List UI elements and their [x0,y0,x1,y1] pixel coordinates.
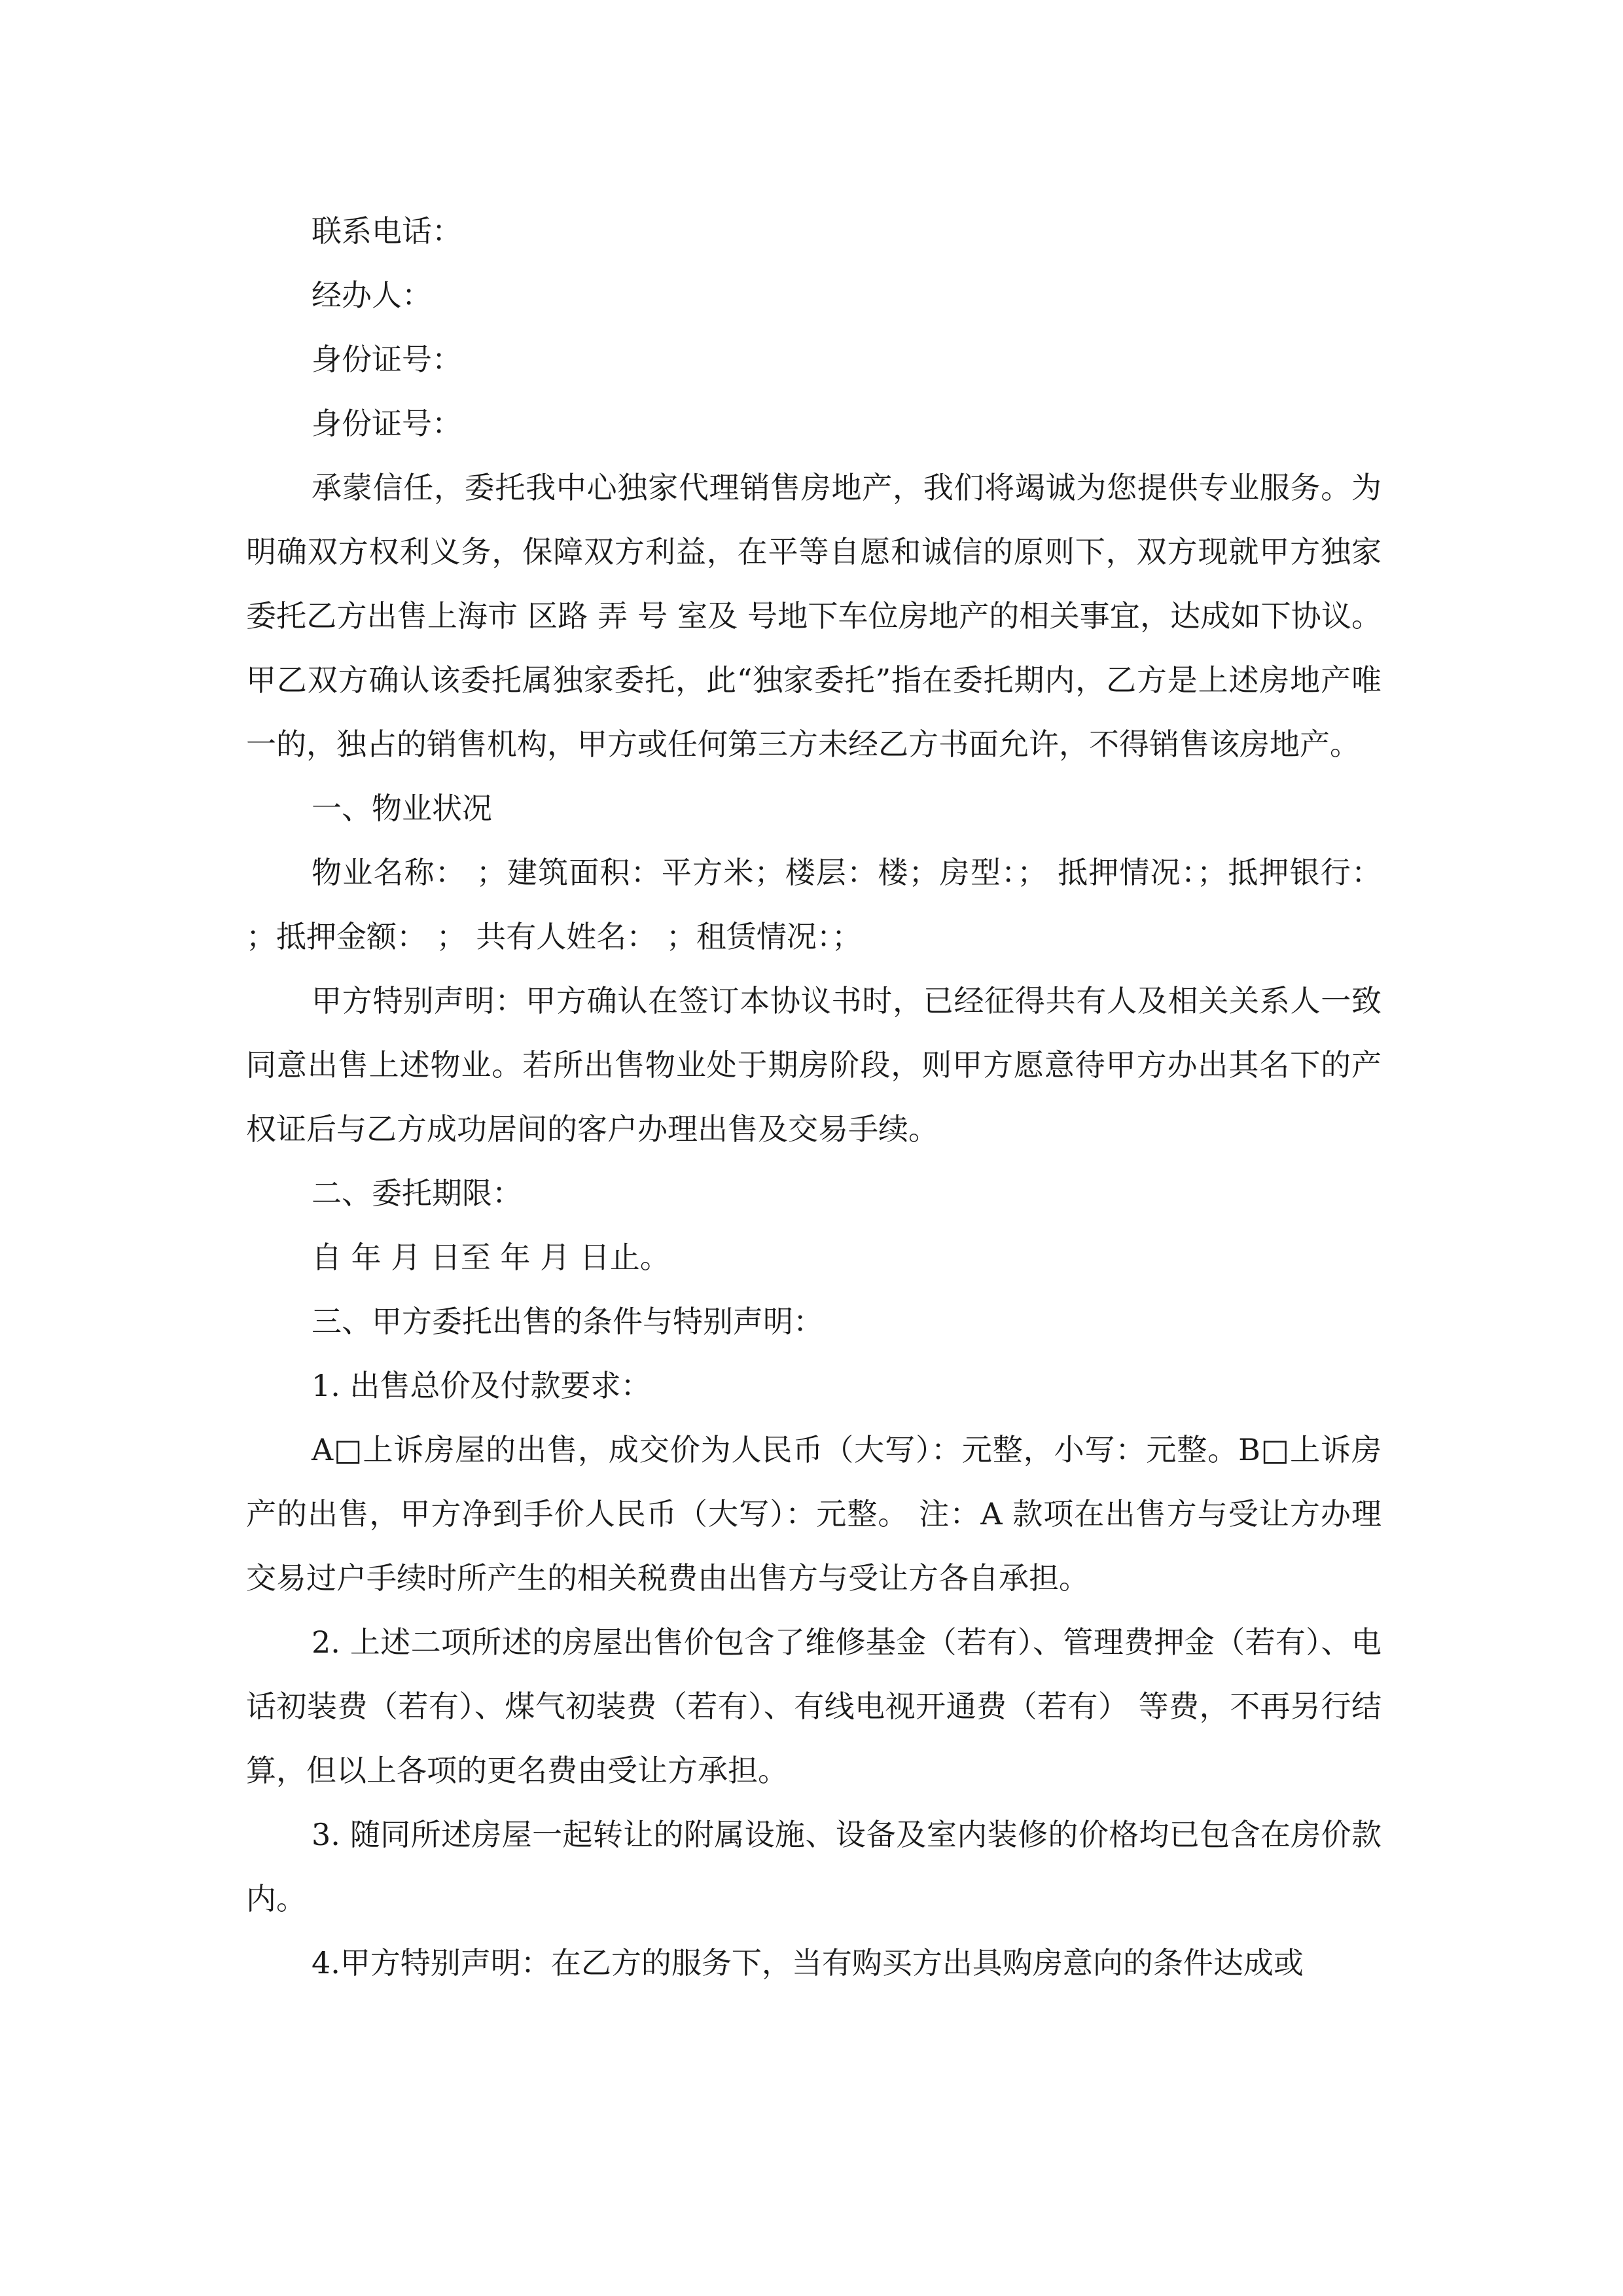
contact-phone-line: 联系电话： [312,213,462,249]
document-body [246,199,1382,1995]
property-details-paragraph: 物业名称： ；建筑面积：平方米；楼层：楼；房型：； 抵押情况：；抵押银行： ；抵押金额： ； 共有人姓名： ；租赁情况：； [246,855,1382,954]
agent-line: 经办人： [312,278,432,313]
clause-1-heading: 1. 出售总价及付款要求： [312,1368,651,1403]
term-dates-line: 自 年 月 日至 年 月 日止。 [312,1240,670,1275]
party-a-declaration-paragraph: 甲方特别声明：甲方确认在签订本协议书时，已经征得共有人及相关关系人一致同意出售上述物业。若所出售物业处于期房阶段，则甲方愿意待甲方办出其名下的产权证后与乙方成功居间的客户办理出售及交易手续。 [246,983,1382,1147]
clause-3-paragraph: 3. 随同所述房屋一起转让的附属设施、设备及室内装修的价格均已包含在房价款内。 [246,1817,1382,1916]
id-number-line: 身份证号： [312,342,462,377]
section-heading-conditions: 三、甲方委托出售的条件与特别声明： [312,1304,823,1339]
preamble-paragraph: 承蒙信任，委托我中心独家代理销售房地产，我们将竭诚为您提供专业服务。为明确双方权利义务，保障双方利益，在平等自愿和诚信的原则下，双方现就甲方独家委托乙方出售上海市 区路 弄 号 室及 号地下车位房地产的相关事宜，达成如下协议。甲乙双方确认该委托属独家委托，此“独家委托”指在委托期内，乙方是上述房地产唯一的，独占的销售机构，甲方或任何第三方未经乙方书面允许，不得销售该房地产。 [246,470,1382,762]
section-heading-term: 二、委托期限： [312,1175,522,1211]
id-number-line-2: 身份证号： [312,406,462,441]
clause-2-paragraph: 2. 上述二项所述的房屋出售价包含了维修基金（若有）、管理费押金（若有）、电话初装费（若有）、煤气初装费（若有）、有线电视开通费（若有） 等费，不再另行结算，但以上各项的更名费由受让方承担。 [246,1624,1382,1788]
section-heading-property: 一、物业状况 [312,791,492,826]
clause-1-price-paragraph: A□上诉房屋的出售，成交价为人民币（大写）：元整，小写：元整。B□上诉房产的出售，甲方净到手价人民币（大写）：元整。 注：A 款项在出售方与受让方办理交易过户手续时所产生的相关税费由出售方与受让方各自承担。 [246,1432,1382,1596]
clause-4-paragraph: 4.甲方特别声明：在乙方的服务下，当有购买方出具购房意向的条件达成或 [312,1945,1304,1981]
